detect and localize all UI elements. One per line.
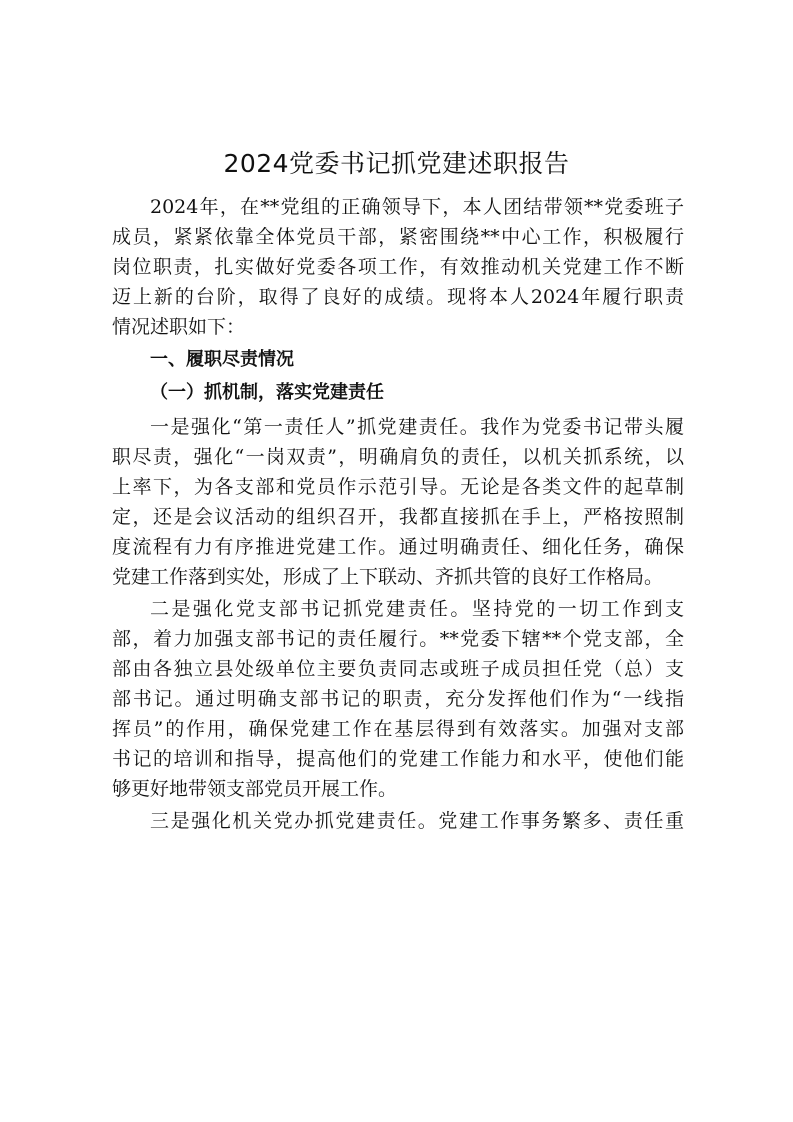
text-line: 岗位职责，扎实做好党委各项工作，有效推动机关党建工作不断 [112, 256, 684, 278]
intro-paragraph [112, 192, 684, 342]
body-paragraph [112, 412, 684, 592]
text-line: 够更好地带领支部党员开展工作。 [112, 778, 398, 800]
text-line: 三是强化机关党办抓党建责任。党建工作事务繁多、责任重 [150, 810, 684, 832]
text-line: 上率下，为各支部和党员作示范引导。无论是各类文件的起草制 [112, 476, 684, 498]
text-line: 定，还是会议活动的组织召开，我都直接抓在手上，严格按照制 [112, 506, 684, 528]
subsection-heading: （一）抓机制，落实党建责任 [150, 382, 384, 403]
text-line: 2024年，在**党组的正确领导下，本人团结带领**党委班子 [150, 196, 684, 218]
text-line: 挥员”的作用，确保党建工作在基层得到有效落实。加强对支部 [112, 718, 684, 740]
section-heading: 一、履职尽责情况 [150, 349, 294, 370]
text-line: 部由各独立县处级单位主要负责同志或班子成员担任党（总）支 [112, 658, 684, 680]
document-title: 2024党委书记抓党建述职报告 [223, 149, 570, 178]
text-line: 职尽责，强化“一岗双责”，明确肩负的责任，以机关抓系统，以 [112, 446, 684, 468]
text-line: 情况述职如下： [112, 316, 246, 338]
text-line: 度流程有力有序推进党建工作。通过明确责任、细化任务，确保 [112, 536, 684, 558]
body-paragraph [112, 594, 684, 804]
text-line: 部书记。通过明确支部书记的职责，充分发挥他们作为“一线指 [112, 688, 684, 710]
document-body [112, 192, 684, 838]
text-line: 部，着力加强支部书记的责任履行。**党委下辖**个党支部，全 [112, 628, 684, 650]
text-line: 书记的培训和指导，提高他们的党建工作能力和水平，使他们能 [112, 748, 684, 770]
text-line: 成员，紧紧依靠全体党员干部，紧密围绕**中心工作，积极履行 [112, 226, 684, 248]
text-line: 一是强化“第一责任人”抓党建责任。我作为党委书记带头履 [150, 416, 684, 438]
text-line: 党建工作落到实处，形成了上下联动、齐抓共管的良好工作格局。 [112, 566, 664, 588]
body-paragraph [112, 806, 684, 836]
text-line: 二是强化党支部书记抓党建责任。坚持党的一切工作到支 [150, 598, 684, 620]
text-line: 迈上新的台阶，取得了良好的成绩。现将本人2024年履行职责 [112, 286, 684, 308]
